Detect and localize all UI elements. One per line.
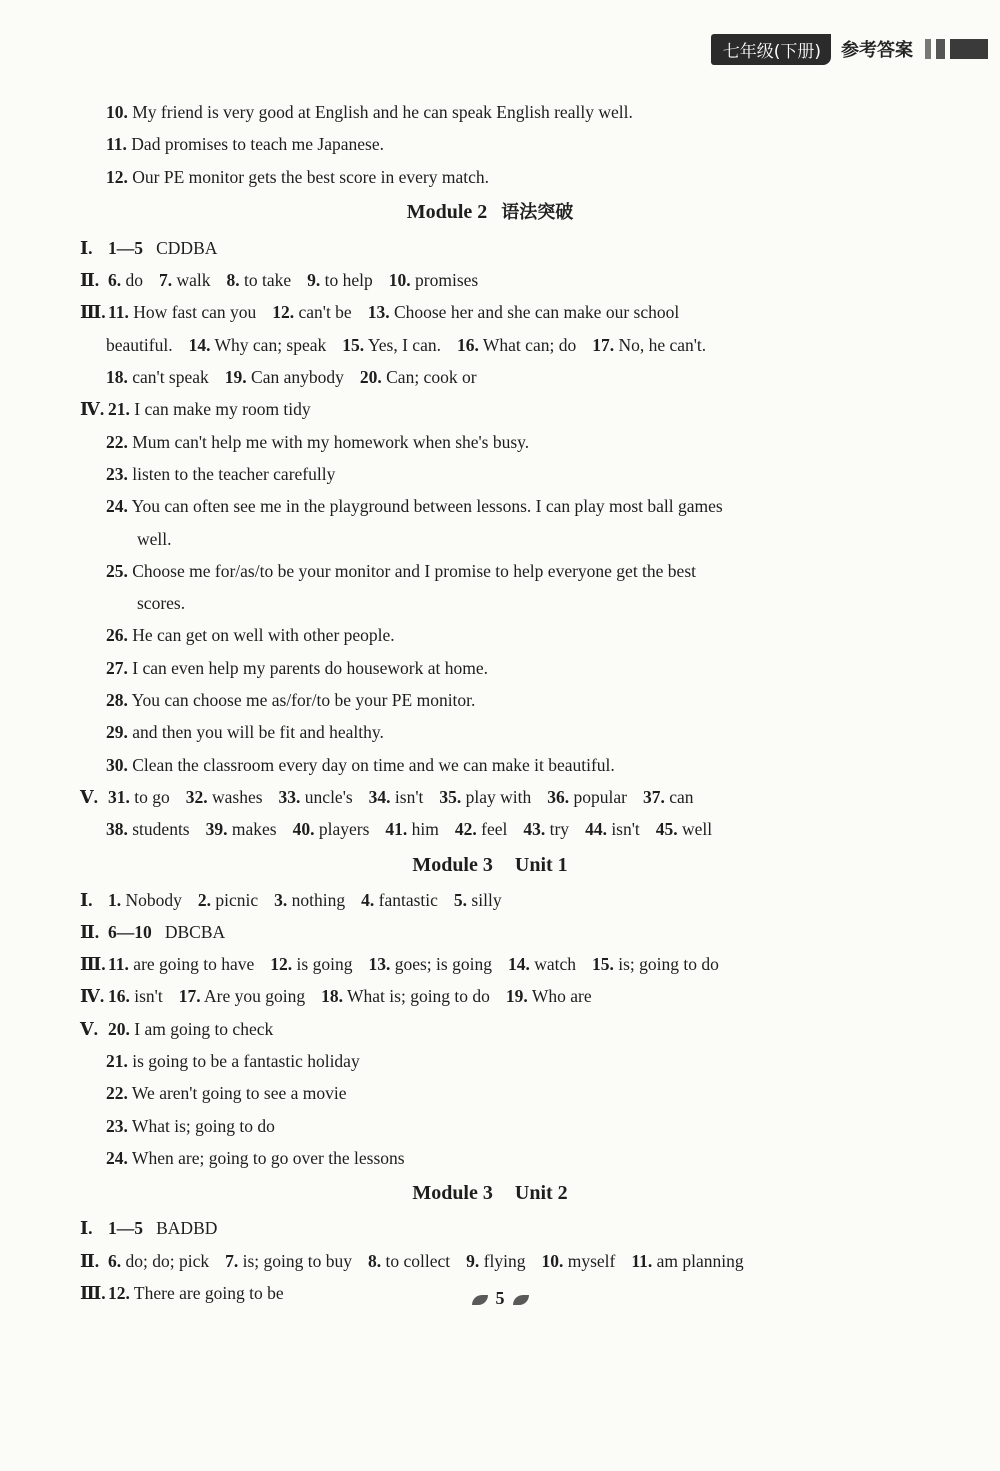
- item-answer: popular: [569, 786, 627, 807]
- answer-item: [506, 986, 592, 1006]
- item-number: 16.: [108, 986, 130, 1007]
- item-number: 32.: [185, 786, 208, 807]
- item-answer: How fast can you: [128, 302, 257, 323]
- item-number: 10.: [388, 270, 411, 291]
- answer-item: [466, 1251, 525, 1271]
- answer-item: [592, 335, 706, 355]
- answer-line: [80, 1077, 900, 1109]
- item-answer: to collect: [381, 1250, 451, 1271]
- answer-item: [108, 1251, 209, 1271]
- item-number: 21.: [106, 1051, 128, 1072]
- item-answer: Can; cook or: [381, 367, 477, 388]
- answer-group-iv: [80, 393, 900, 781]
- item-answer: to go: [129, 786, 170, 807]
- answer-line: [80, 1045, 900, 1077]
- item-answer: him: [407, 819, 439, 840]
- decor-bar: [950, 39, 988, 59]
- answer-item: [108, 954, 254, 974]
- item-number: 11.: [108, 302, 129, 323]
- answer-line: Ⅲ. 11. are going to have 12. is going 13. goes; is going 14. watch 15. is; going to do: [80, 954, 719, 975]
- item-number: 24.: [106, 496, 128, 517]
- answer-line: Ⅰ. 1—5 BADBD: [80, 1218, 218, 1239]
- decor-bar: [925, 39, 931, 59]
- item-number: 29.: [106, 722, 128, 743]
- item-number: 23.: [106, 1115, 128, 1136]
- answer-item: [361, 890, 438, 910]
- item-answer: I can even help my parents do housework at home.: [127, 657, 488, 678]
- answer-line: Ⅴ. 31. to go 32. washes 33. uncle's 34. isn't 35. play with 36. popular 37. can: [80, 786, 694, 807]
- item-answer: players: [314, 819, 370, 840]
- answer-item: [592, 954, 719, 974]
- item-number: 1.: [108, 889, 122, 910]
- answer-line: [80, 1142, 900, 1174]
- item-answer: Choose me for/as/to be your monitor and I promise to help everyone get the best: [127, 560, 697, 581]
- answer-item: [457, 335, 576, 355]
- item-answer: When are; going to go over the lessons: [127, 1147, 405, 1168]
- answer-item: [454, 890, 502, 910]
- item-answer: Can anybody: [246, 367, 344, 388]
- roman-numeral: Ⅳ.: [80, 399, 105, 420]
- answer-line: [80, 587, 900, 619]
- item-answer: to help: [320, 270, 373, 291]
- item-answer: promises: [410, 270, 479, 291]
- item-number: 21.: [108, 399, 130, 420]
- item-answer: is going: [292, 954, 353, 975]
- item-number: 35.: [439, 786, 462, 807]
- answer-line: 12. Our PE monitor gets the best score in every match.: [106, 166, 489, 187]
- item-answer: am planning: [652, 1250, 744, 1271]
- item-number: 45.: [655, 819, 678, 840]
- answer-line: Ⅰ. 1—5 CDDBA: [80, 237, 218, 258]
- answer-item: [585, 819, 640, 839]
- item-number: 12.: [272, 302, 295, 323]
- item-answer: You can often see me in the playground between lessons. I can play most ball games: [127, 496, 723, 517]
- answer-item: [368, 1251, 450, 1271]
- grade-label: 七年级(下册): [711, 34, 831, 65]
- item-number: 11.: [108, 954, 129, 975]
- item-answer: picnic: [211, 889, 259, 910]
- item-number: 27.: [106, 657, 128, 678]
- item-number: 12.: [270, 954, 293, 975]
- answer-item: [272, 302, 351, 322]
- item-number: 37.: [642, 786, 665, 807]
- item-answer: is; going to do: [613, 954, 719, 975]
- item-number: 20.: [108, 1018, 130, 1039]
- item-number: 13.: [368, 954, 391, 975]
- answer-item: [279, 787, 353, 807]
- section-heading-module3-unit1: Module 3 Unit 1: [412, 853, 568, 876]
- answer-line: 10. My friend is very good at English and he can speak English really well.: [106, 102, 633, 122]
- item-answer: walk: [172, 270, 211, 291]
- answer-line: [80, 684, 900, 716]
- answer-line: Ⅰ. 1. Nobody 2. picnic 3. nothing 4. fantastic 5. silly: [80, 889, 502, 910]
- item-answer: What is; going to do: [127, 1115, 275, 1136]
- answer-item: [385, 819, 438, 839]
- item-answer: feel: [476, 819, 508, 840]
- answer-item: [159, 270, 211, 290]
- answer-item: [656, 819, 712, 839]
- decor-bar: [936, 39, 945, 59]
- answer-line: [80, 749, 900, 781]
- answer-item: [368, 302, 680, 322]
- header-decoration: [925, 39, 988, 59]
- item-answer: can: [664, 786, 694, 807]
- answer-line: [80, 393, 900, 425]
- answer-item: [439, 787, 531, 807]
- item-answer: isn't: [390, 786, 424, 807]
- answer-line: beautiful. 14. Why can; speak 15. Yes, I can. 16. What can; do 17. No, he can't.: [106, 334, 707, 355]
- item-number: 5.: [453, 889, 468, 910]
- item-number: 22.: [106, 1083, 128, 1104]
- item-number: 6.: [108, 1250, 122, 1271]
- item-number: 20.: [359, 367, 382, 388]
- answer-item: [270, 954, 352, 974]
- item-number: 16.: [456, 334, 479, 355]
- answer-item: [106, 367, 209, 387]
- item-answer: students: [127, 819, 190, 840]
- item-answer: What can; do: [478, 334, 577, 355]
- answer-line: Ⅱ. 6. do 7. walk 8. to take 9. to help 10. promises: [80, 270, 479, 291]
- answer-item: [108, 270, 143, 290]
- item-answer: Nobody: [121, 889, 182, 910]
- answer-item: [307, 270, 373, 290]
- answer-item: [198, 890, 258, 910]
- item-number: 14.: [507, 954, 530, 975]
- answer-item: [108, 787, 170, 807]
- answer-item: [108, 302, 256, 322]
- answer-item: [186, 787, 263, 807]
- item-number: 10.: [541, 1250, 564, 1271]
- answer-line: 11. Dad promises to teach me Japanese.: [106, 134, 384, 155]
- item-answer: well.: [137, 528, 172, 549]
- item-answer: try: [545, 819, 570, 840]
- answer-line: Ⅳ. 16. isn't 17. Are you going 18. What is; going to do 19. Who are: [80, 986, 592, 1007]
- item-number: 18.: [321, 986, 343, 1007]
- item-answer: isn't: [129, 986, 163, 1007]
- answer-item: [389, 270, 478, 290]
- answer-line: Ⅲ. 12. There are going to be: [80, 1282, 284, 1303]
- item-answer: Choose her and she can make our school: [389, 302, 680, 323]
- item-answer: fantastic: [374, 889, 438, 910]
- item-number: 17.: [178, 986, 201, 1007]
- item-answer: and then you will be fit and healthy.: [127, 722, 384, 743]
- item-answer: myself: [563, 1250, 616, 1271]
- item-number: 41.: [385, 819, 408, 840]
- item-answer: are going to have: [128, 954, 255, 975]
- item-number: 30.: [106, 754, 128, 775]
- answer-line: Ⅱ. 6. do; do; pick 7. is; going to buy 8. to collect 9. flying 10. myself 11. am planning: [80, 1250, 744, 1271]
- item-answer: can't speak: [127, 367, 209, 388]
- answer-group-v: [80, 1013, 900, 1174]
- item-number: 25.: [106, 560, 128, 581]
- item-number: 11.: [631, 1250, 653, 1271]
- answer-item: [225, 367, 344, 387]
- item-number: 24.: [106, 1147, 128, 1168]
- answer-line: [80, 716, 900, 748]
- answer-content: [80, 96, 900, 1309]
- item-answer: There are going to be: [129, 1282, 284, 1303]
- page-footer: [0, 1288, 1000, 1309]
- item-number: 14.: [188, 334, 211, 355]
- item-number: 18.: [106, 367, 128, 388]
- answer-line: [80, 490, 900, 522]
- answer-item: [108, 890, 182, 910]
- leaf-icon: [472, 1295, 488, 1305]
- page-number: 5: [495, 1288, 505, 1308]
- item-number: 6.: [108, 270, 122, 291]
- item-answer: Yes, I can.: [364, 334, 441, 355]
- item-answer: I can make my room tidy: [129, 399, 311, 420]
- leaf-icon: [513, 1295, 529, 1305]
- item-answer: to take: [239, 270, 292, 291]
- item-answer: flying: [479, 1250, 526, 1271]
- item-answer: do: [121, 270, 143, 291]
- item-answer: is going to be a fantastic holiday: [127, 1051, 360, 1072]
- item-number: 23.: [106, 463, 128, 484]
- item-number: 33.: [278, 786, 301, 807]
- answer-line: [80, 361, 900, 393]
- answer-item: [227, 270, 292, 290]
- item-number: 9.: [466, 1250, 480, 1271]
- item-answer: do; do; pick: [121, 1250, 210, 1271]
- answer-line: [80, 652, 900, 684]
- answer-line: [80, 1110, 900, 1142]
- item-number: 8.: [368, 1250, 382, 1271]
- item-answer: Clean the classroom every day on time and we can make it beautiful.: [127, 754, 615, 775]
- item-number: 34.: [368, 786, 391, 807]
- answer-item: [643, 787, 694, 807]
- answer-item: [541, 1251, 615, 1271]
- page-header: [711, 34, 988, 64]
- answer-line: [80, 1013, 900, 1045]
- answer-item: [523, 819, 569, 839]
- item-answer: nothing: [287, 889, 346, 910]
- item-answer: What is; going to do: [342, 986, 490, 1007]
- answer-item: [106, 819, 190, 839]
- item-answer: play with: [461, 786, 532, 807]
- item-number: 19.: [505, 986, 528, 1007]
- item-number: 7.: [225, 1250, 239, 1271]
- item-answer: washes: [207, 786, 263, 807]
- answer-item: [360, 367, 477, 387]
- answer-item: [206, 819, 277, 839]
- item-number: 42.: [454, 819, 477, 840]
- item-number: 17.: [592, 334, 615, 355]
- answer-item: [179, 986, 305, 1006]
- answer-item: [189, 335, 327, 355]
- answer-line: [80, 813, 900, 845]
- answer-line: [80, 523, 900, 555]
- answer-item: [508, 954, 576, 974]
- item-number: 22.: [106, 431, 128, 452]
- section-heading-module3-unit2: Module 3 Unit 2: [412, 1182, 568, 1205]
- answer-item: [342, 335, 441, 355]
- answer-item: [547, 787, 627, 807]
- answers-label: 参考答案: [841, 40, 913, 61]
- item-answer: Why can; speak: [210, 334, 327, 355]
- item-number: 31.: [108, 786, 130, 807]
- answer-item: [321, 986, 490, 1006]
- answer-item: [455, 819, 507, 839]
- item-answer: You can choose me as/for/to be your PE monitor.: [127, 690, 476, 711]
- answer-item: [368, 954, 491, 974]
- item-number: 44.: [585, 819, 607, 840]
- item-number: 3.: [274, 889, 288, 910]
- item-number: 15.: [592, 954, 614, 975]
- item-answer: makes: [227, 819, 277, 840]
- item-answer: He can get on well with other people.: [127, 625, 395, 646]
- item-number: 26.: [106, 625, 128, 646]
- answer-line: Ⅲ. 11. How fast can you 12. can't be 13. Choose her and she can make our school: [80, 302, 680, 323]
- roman-numeral: Ⅴ.: [80, 1018, 98, 1039]
- item-answer: isn't: [606, 819, 640, 840]
- answer-item: [108, 986, 163, 1006]
- item-answer: Are you going: [200, 986, 306, 1007]
- item-number: 15.: [342, 334, 365, 355]
- item-number: 43.: [523, 819, 546, 840]
- item-answer: can't be: [294, 302, 352, 323]
- item-number: 2.: [197, 889, 212, 910]
- item-answer: Who are: [527, 986, 592, 1007]
- item-answer: We aren't going to see a movie: [127, 1083, 347, 1104]
- item-answer: No, he can't.: [614, 334, 707, 355]
- item-number: 38.: [106, 819, 128, 840]
- section-heading-module2: Module 2 语法突破: [406, 200, 574, 223]
- item-number: 39.: [205, 819, 228, 840]
- answer-item: [369, 787, 424, 807]
- item-answer: uncle's: [300, 786, 353, 807]
- answer-item: [225, 1251, 352, 1271]
- item-answer: is; going to buy: [238, 1250, 352, 1271]
- item-answer: watch: [529, 954, 576, 975]
- item-answer: silly: [467, 889, 502, 910]
- item-answer: Mum can't help me with my homework when she's busy.: [127, 431, 530, 452]
- item-number: 36.: [547, 786, 570, 807]
- answer-line: Ⅱ. 6—10 DBCBA: [80, 921, 226, 942]
- answer-item: [274, 890, 345, 910]
- item-answer: goes; is going: [390, 954, 492, 975]
- answer-line: [80, 458, 900, 490]
- answer-line: [80, 555, 900, 587]
- item-number: 28.: [106, 690, 128, 711]
- item-number: 4.: [361, 889, 375, 910]
- item-answer: listen to the teacher carefully: [127, 463, 336, 484]
- item-answer: scores.: [137, 593, 186, 614]
- item-number: 9.: [307, 270, 321, 291]
- item-number: 7.: [159, 270, 173, 291]
- item-number: 13.: [367, 302, 390, 323]
- answer-line: [80, 426, 900, 458]
- item-number: 40.: [292, 819, 315, 840]
- item-number: 12.: [108, 1282, 130, 1303]
- item-number: 8.: [226, 270, 240, 291]
- item-answer: I am going to check: [129, 1018, 274, 1039]
- answer-line: [80, 619, 900, 651]
- answer-item: [631, 1251, 743, 1271]
- item-number: 19.: [224, 367, 247, 388]
- item-answer: well: [677, 819, 713, 840]
- answer-item: [293, 819, 370, 839]
